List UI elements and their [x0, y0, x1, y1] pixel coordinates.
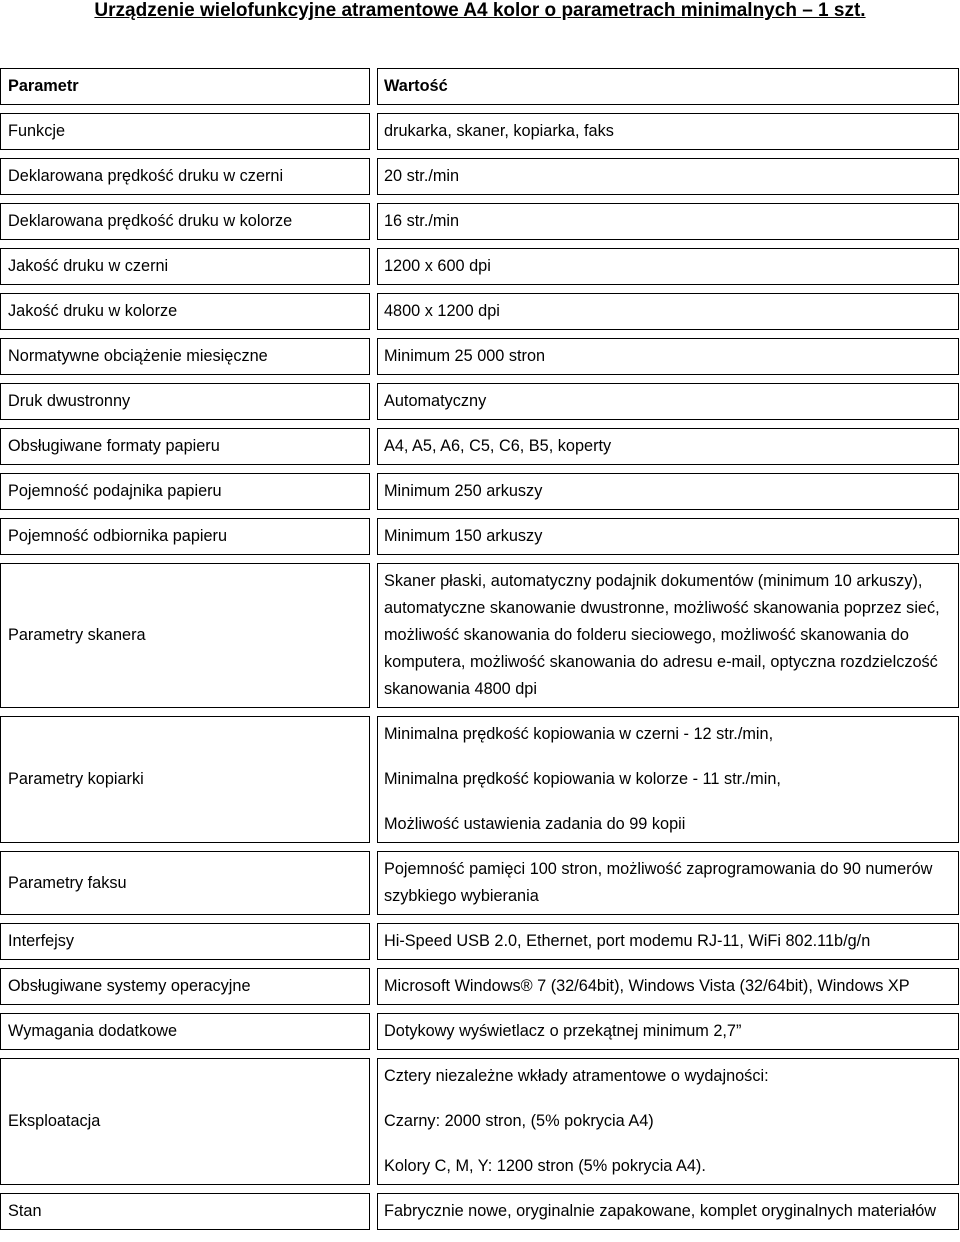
value-line: szybkiego wybierania — [384, 887, 539, 905]
table-row — [0, 716, 959, 843]
param-cell: Deklarowana prędkość druku w czerni — [0, 158, 370, 195]
param-cell: Jakość druku w czerni — [0, 248, 370, 285]
param-cell: Druk dwustronny — [0, 383, 370, 420]
table-row — [0, 851, 959, 915]
value-cell — [377, 293, 959, 330]
value-cell — [377, 1193, 959, 1230]
table-row — [0, 923, 959, 960]
document-title: Urządzenie wielofunkcyjne atramentowe A4 kolor o parametrach minimalnych – 1 szt. — [94, 0, 866, 21]
value-cell — [377, 518, 959, 555]
table-row — [0, 428, 959, 465]
value-line: 16 str./min — [384, 212, 460, 230]
param-cell: Interfejsy — [0, 923, 370, 960]
value-line: Dotykowy wyświetlacz o przekątnej minimum 2,7” — [384, 1022, 742, 1040]
table-header-row — [0, 68, 959, 105]
header-value: Wartość — [377, 68, 959, 105]
param-cell: Funkcje — [0, 113, 370, 150]
value-cell — [377, 248, 959, 285]
table-row — [0, 1193, 959, 1230]
param-cell: Deklarowana prędkość druku w kolorze — [0, 203, 370, 240]
value-line: Hi-Speed USB 2.0, Ethernet, port modemu RJ-11, WiFi 802.11b/g/n — [384, 932, 871, 950]
value-cell — [377, 563, 959, 708]
value-cell — [377, 158, 959, 195]
value-line: 1200 x 600 dpi — [384, 257, 491, 275]
value-line: Microsoft Windows® 7 (32/64bit), Windows Vista (32/64bit), Windows XP — [384, 977, 910, 995]
value-line: Możliwość ustawienia zadania do 99 kopii — [384, 815, 686, 833]
value-line: skanowania 4800 dpi — [384, 680, 537, 698]
table-row — [0, 518, 959, 555]
param-cell: Parametry skanera — [0, 563, 370, 708]
value-cell — [377, 851, 959, 915]
param-cell: Pojemność podajnika papieru — [0, 473, 370, 510]
value-line: Minimalna prędkość kopiowania w kolorze - 11 str./min, — [384, 770, 781, 788]
value-cell — [377, 203, 959, 240]
value-line: Kolory C, M, Y: 1200 stron (5% pokrycia A4). — [384, 1157, 706, 1175]
value-line: komputera, możliwość skanowania do adresu e-mail, optyczna rozdzielczość — [384, 653, 938, 671]
table-row — [0, 473, 959, 510]
param-cell: Stan — [0, 1193, 370, 1230]
value-line: Automatyczny — [384, 392, 487, 410]
value-cell — [377, 1013, 959, 1050]
value-cell — [377, 113, 959, 150]
value-cell — [377, 923, 959, 960]
value-line: Minimum 150 arkuszy — [384, 527, 543, 545]
value-line: 4800 x 1200 dpi — [384, 302, 500, 320]
value-cell — [377, 338, 959, 375]
param-cell: Parametry faksu — [0, 851, 370, 915]
param-cell: Normatywne obciążenie miesięczne — [0, 338, 370, 375]
header-param: Parametr — [0, 68, 370, 105]
value-line: Minimum 25 000 stron — [384, 347, 546, 365]
value-line: drukarka, skaner, kopiarka, faks — [384, 122, 614, 140]
table-row — [0, 338, 959, 375]
table-row — [0, 1058, 959, 1185]
value-line: A4, A5, A6, C5, C6, B5, koperty — [384, 437, 612, 455]
param-cell: Obsługiwane formaty papieru — [0, 428, 370, 465]
value-cell — [377, 428, 959, 465]
table-row — [0, 1013, 959, 1050]
value-line: Skaner płaski, automatyczny podajnik dokumentów (minimum 10 arkuszy), — [384, 572, 923, 590]
table-row — [0, 293, 959, 330]
value-cell — [377, 383, 959, 420]
param-cell: Parametry kopiarki — [0, 716, 370, 843]
value-cell — [377, 1058, 959, 1185]
value-line: możliwość skanowania do folderu sieciowego, możliwość skanowania do — [384, 626, 909, 644]
value-line: Cztery niezależne wkłady atramentowe o wydajności: — [384, 1067, 769, 1085]
table-row — [0, 158, 959, 195]
value-cell — [377, 968, 959, 1005]
param-cell: Obsługiwane systemy operacyjne — [0, 968, 370, 1005]
param-cell: Jakość druku w kolorze — [0, 293, 370, 330]
param-cell: Wymagania dodatkowe — [0, 1013, 370, 1050]
table-row — [0, 383, 959, 420]
value-cell — [377, 716, 959, 843]
table-row — [0, 968, 959, 1005]
param-cell: Eksploatacja — [0, 1058, 370, 1185]
value-cell — [377, 473, 959, 510]
table-row — [0, 203, 959, 240]
table-row — [0, 113, 959, 150]
spec-table — [0, 60, 959, 1238]
table-row — [0, 248, 959, 285]
param-cell: Pojemność odbiornika papieru — [0, 518, 370, 555]
value-line: Pojemność pamięci 100 stron, możliwość zaprogramowania do 90 numerów — [384, 860, 933, 878]
table-row — [0, 563, 959, 708]
value-line: Fabrycznie nowe, oryginalnie zapakowane, komplet oryginalnych materiałów — [384, 1202, 937, 1220]
value-line: Minimum 250 arkuszy — [384, 482, 543, 500]
value-line: 20 str./min — [384, 167, 460, 185]
value-line: Minimalna prędkość kopiowania w czerni - 12 str./min, — [384, 725, 774, 743]
value-line: automatyczne skanowanie dwustronne, możliwość skanowania poprzez sieć, — [384, 599, 940, 617]
value-line: Czarny: 2000 stron, (5% pokrycia A4) — [384, 1112, 654, 1130]
